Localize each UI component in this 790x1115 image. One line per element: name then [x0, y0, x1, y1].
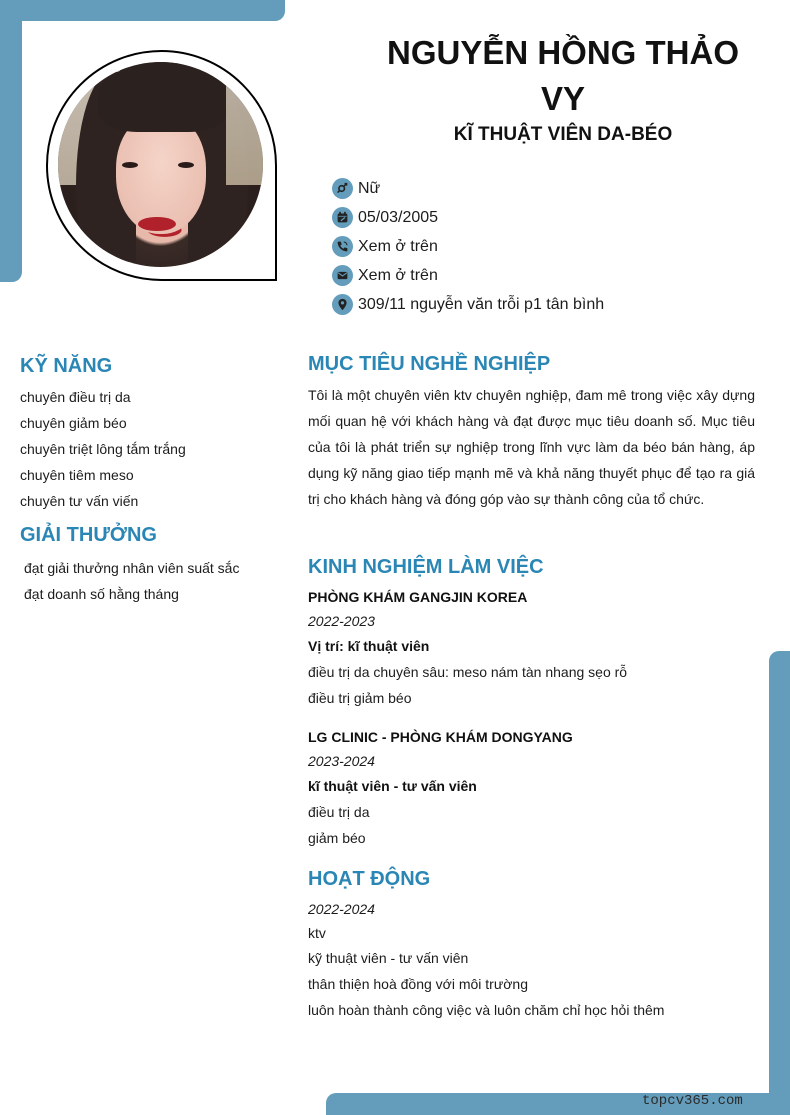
skill-item: chuyên triệt lông tắm trắng: [20, 441, 186, 457]
job-detail: giảm béo: [308, 830, 366, 846]
contact-gender: [332, 174, 604, 203]
job-detail: điều trị da chuyên sâu: meso nám tàn nhang sẹo rỗ: [308, 664, 628, 680]
job-company: PHÒNG KHÁM GANGJIN KOREA: [308, 589, 528, 605]
frame-bar-left: [0, 0, 22, 282]
email-icon: [332, 265, 353, 286]
objective-text: Tôi là một chuyên viên ktv chuyên nghiệp, đam mê trong việc xây dựng mối quan hệ với khách hàng và đạt được mục tiêu doanh số. Mục tiêu của tôi là phát triển sự nghiệp trong lĩnh vực làm da béo bán hàng, áp dụng kỹ năng giao tiếp mạnh mẽ và khả năng thuyết phục để tạo ra giá trị cho khách hàng và đóng góp vào sự thành công của tổ chức.: [308, 387, 755, 507]
activity-item: thân thiện hoà đồng với môi trường: [308, 976, 528, 992]
job-company: LG CLINIC - PHÒNG KHÁM DONGYANG: [308, 729, 573, 745]
job-detail: điều trị da: [308, 804, 370, 820]
activity-item: ktv: [308, 925, 326, 941]
activity-period: 2022-2024: [308, 901, 375, 917]
contact-address: [332, 290, 604, 319]
awards-section: [20, 524, 280, 607]
activity-item: kỹ thuật viên - tư vấn viên: [308, 950, 469, 966]
skill-item: chuyên tư vấn viến: [20, 493, 139, 509]
contact-value: Xem ở trên: [358, 237, 438, 255]
job-period: 2022-2023: [308, 613, 375, 629]
job-detail: điều trị giảm béo: [308, 690, 412, 706]
contact-birthday: [332, 203, 604, 232]
contact-phone: [332, 232, 604, 261]
contact-value: 05/03/2005: [358, 208, 439, 226]
job-role: kĩ thuật viên - tư vấn viên: [308, 778, 477, 794]
job-role: Vị trí: kĩ thuật viên: [308, 638, 430, 654]
contact-list: [332, 174, 604, 319]
contact-value: Xem ở trên: [358, 266, 438, 284]
experience-heading: KINH NGHIỆM LÀM VIỆC: [308, 556, 544, 578]
contact-email: [332, 261, 604, 290]
objective-section: [308, 353, 755, 512]
location-icon: [332, 294, 353, 315]
activities-heading: HOẠT ĐỘNG: [308, 868, 431, 890]
skill-item: chuyên giảm béo: [20, 415, 127, 431]
frame-bar-top: [0, 0, 285, 21]
candidate-name: NGUYỄN HỒNG THẢO VY: [386, 34, 739, 117]
avatar: [58, 62, 263, 267]
skills-heading: KỸ NĂNG: [20, 355, 113, 377]
watermark: topcv365.com: [642, 1093, 743, 1109]
contact-value: 309/11 nguyễn văn trỗi p1 tân bình: [358, 295, 605, 313]
job-period: 2023-2024: [308, 753, 375, 769]
activity-item: luôn hoàn thành công việc và luôn chăm chỉ học hỏi thêm: [308, 1002, 665, 1018]
awards-heading: GIẢI THƯỞNG: [20, 524, 157, 546]
frame-bar-right: [769, 651, 790, 1115]
award-item: đạt giải thưởng nhân viên suất sắc: [24, 560, 240, 576]
activities-section: [308, 868, 755, 1023]
skill-item: chuyên tiêm meso: [20, 467, 134, 483]
experience-section: [308, 556, 755, 851]
left-column: [20, 355, 280, 607]
phone-icon: [332, 236, 353, 257]
job-entry: [308, 725, 755, 851]
skill-item: chuyên điều trị da: [20, 389, 131, 405]
award-item: đạt doanh số hằng tháng: [24, 586, 179, 602]
calendar-icon: [332, 207, 353, 228]
job-title: KĨ THUẬT VIÊN DA-BÉO: [453, 124, 673, 145]
gender-icon: [332, 178, 353, 199]
objective-heading: MỤC TIÊU NGHỀ NGHIỆP: [308, 353, 551, 375]
skills-section: [20, 355, 280, 514]
contact-value: Nữ: [358, 179, 381, 197]
job-entry: [308, 585, 755, 711]
